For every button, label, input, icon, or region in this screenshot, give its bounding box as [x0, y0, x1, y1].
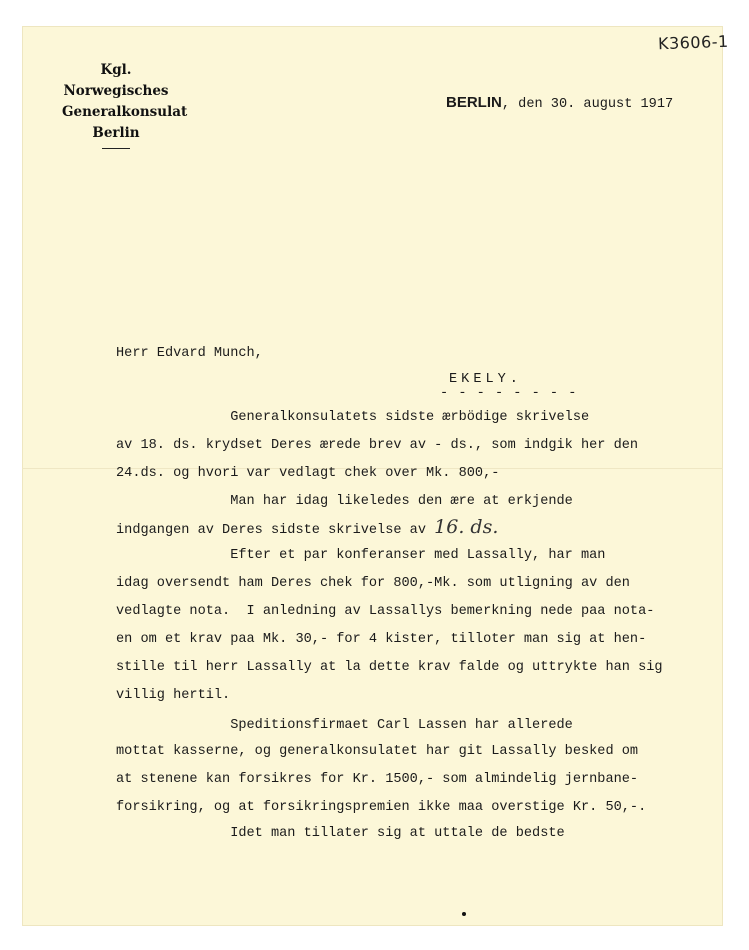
body-line: Idet man tillater sig at uttale de bedste [116, 826, 565, 841]
archive-number: K3606-1 [657, 31, 729, 54]
letterhead-line-1: Kgl. Norwegisches [63, 62, 169, 99]
place-underline: - - - - - - - - [440, 386, 578, 401]
body-line-text: indgangen av Deres sidste skrivelse av [116, 523, 435, 538]
body-line: mottat kasserne, og generalkonsulatet har git Lassally besked om [116, 744, 639, 759]
body-line [116, 516, 498, 538]
dateline-date: , den 30. august 1917 [501, 97, 674, 112]
dateline [446, 94, 673, 112]
handwritten-date: 16. ds. [434, 516, 499, 538]
body-line: en om et krav paa Mk. 30,- for 4 kister, tilloter man sig at hen- [116, 632, 647, 647]
body-line: Efter et par konferanser med Lassally, har man [116, 548, 606, 563]
page-dot [462, 912, 466, 916]
salutation: Herr Edvard Munch, [116, 346, 263, 361]
body-line: 24.ds. og hvori var vedlagt chek over Mk. 800,- [116, 466, 500, 481]
letterhead-line-2: Generalkonsulat [62, 104, 188, 120]
letterhead-rule [102, 148, 130, 149]
place-heading: EKELY. [449, 372, 522, 387]
body-line: av 18. ds. krydset Deres ærede brev av - ds., som indgik her den [116, 438, 639, 453]
body-line: idag oversendt ham Deres chek for 800,-Mk. som utligning av den [116, 576, 630, 591]
body-line: villig hertil. [116, 688, 231, 703]
body-line: vedlagte nota. I anledning av Lassallys bemerkning nede paa nota- [116, 604, 655, 619]
dateline-city: BERLIN [446, 94, 502, 111]
body-line: Man har idag likeledes den ære at erkjende [116, 494, 573, 509]
letterhead-line-3: Berlin [92, 125, 140, 141]
body-line: forsikring, og at forsikringspremien ikke maa overstige Kr. 50,-. [116, 800, 647, 815]
body-line: Speditionsfirmaet Carl Lassen har allerede [116, 718, 573, 733]
letterhead [62, 60, 188, 149]
body-line: Generalkonsulatets sidste ærbödige skrivelse [116, 410, 590, 425]
body-line: stille til herr Lassally at la dette krav falde og uttrykte han sig [116, 660, 663, 675]
body-line: at stenene kan forsikres for Kr. 1500,- som almindelig jernbane- [116, 772, 639, 787]
